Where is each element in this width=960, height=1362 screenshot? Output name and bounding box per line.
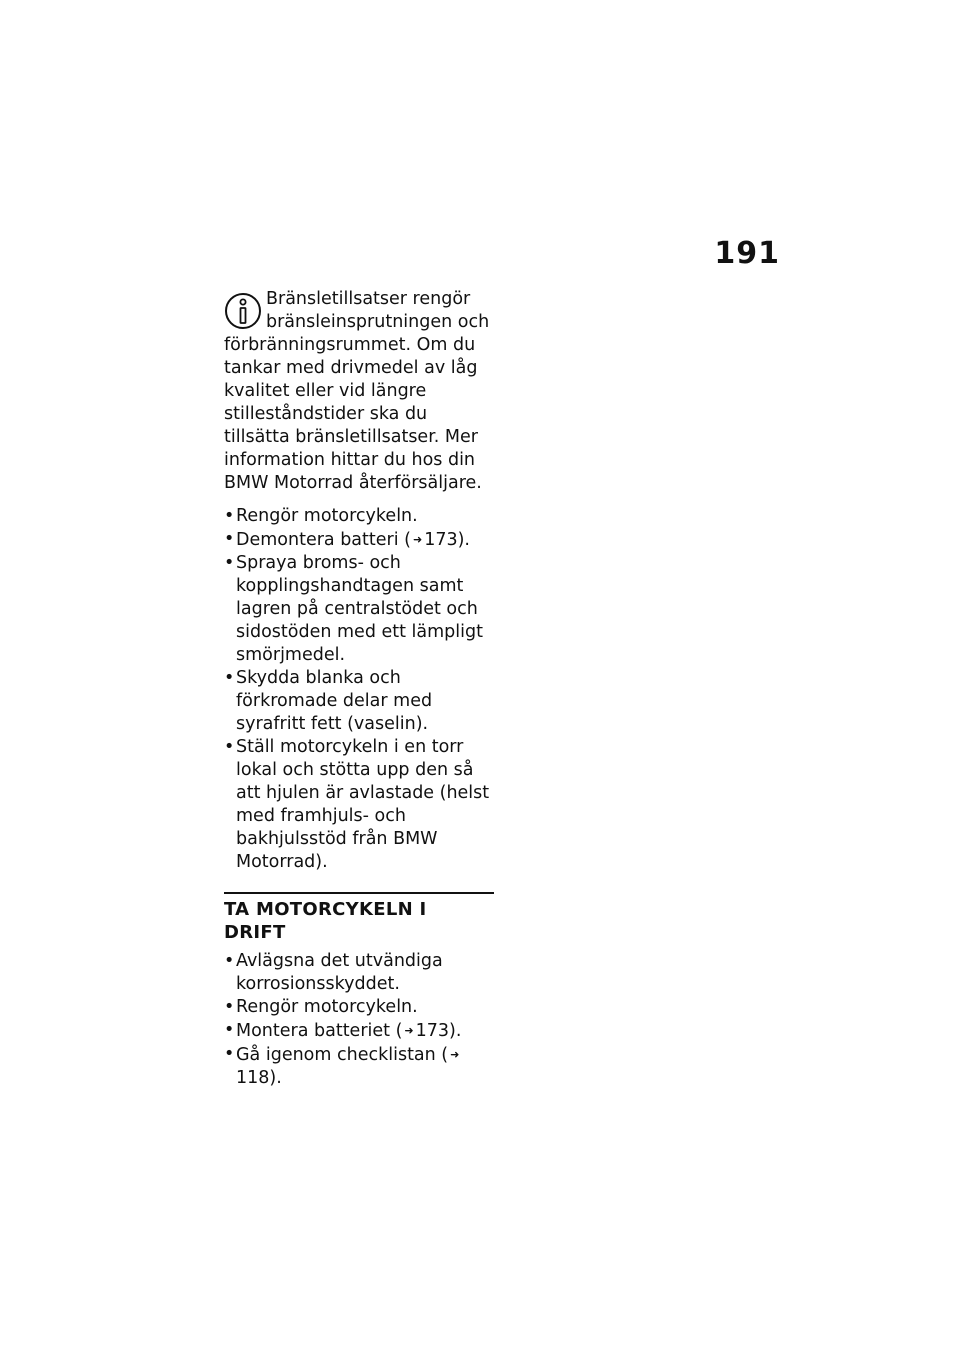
page-reference[interactable]: 173	[424, 530, 458, 550]
page-reference[interactable]: 118	[236, 1068, 270, 1088]
arrow-right-icon: ➜	[450, 1048, 460, 1061]
section-heading: TA MOTORCYKELN I DRIFT	[224, 899, 427, 943]
list-item-suffix: ).	[269, 1068, 282, 1088]
list-item	[224, 552, 494, 667]
list-item-text: Montera batteriet (	[236, 1021, 403, 1041]
list-item	[224, 996, 494, 1019]
list-item	[224, 736, 494, 874]
arrow-right-icon: ➜	[412, 533, 423, 546]
page-reference[interactable]: 173	[415, 1021, 450, 1041]
recommission-steps-list	[224, 950, 494, 1090]
list-item-suffix: ).	[449, 1021, 462, 1041]
list-item-text: Rengör motorcykeln.	[236, 506, 418, 526]
list-item-text: Rengör motorcykeln.	[236, 997, 418, 1017]
arrow-right-icon: ➜	[404, 1024, 414, 1037]
list-item-text: Gå igenom checklistan (	[236, 1045, 449, 1065]
list-item	[224, 667, 494, 736]
storage-steps-list	[224, 505, 494, 874]
list-item-text: Spraya broms- och kopplingshandtagen samt lagren på centralstödet och sidostöden med ett lämpligt smörjmedel.	[236, 553, 483, 665]
list-item	[224, 1019, 494, 1043]
section-divider	[224, 892, 494, 894]
list-item-suffix: ).	[457, 530, 470, 550]
list-item	[224, 528, 494, 552]
list-item	[224, 505, 494, 528]
info-icon	[224, 288, 264, 334]
list-item-text: Avlägsna det utvändiga korrosionsskyddet.	[236, 951, 443, 994]
info-note	[224, 288, 494, 495]
list-item	[224, 1043, 494, 1090]
content-column	[224, 288, 494, 1090]
list-item-text: Skydda blanka och förkromade delar med syrafritt fett (vaselin).	[236, 668, 433, 734]
list-item	[224, 950, 494, 996]
list-item-text: Demontera batteri (	[236, 530, 411, 550]
list-item-text: Ställ motorcykeln i en torr lokal och stötta upp den så att hjulen är avlastade (helst med framhjuls- och bakhjulsstöd från BMW Motorrad).	[236, 737, 490, 872]
page-number: 191	[714, 236, 780, 271]
note-text: Bränsletillsatser rengör bränsleinsprutningen och förbränningsrummet. Om du tankar med drivmedel av låg kvalitet eller vid längre stilleståndstider ska du tillsätta bränsletillsatser. Mer information hittar du hos din BMW Motorrad återförsäljare.	[224, 289, 490, 493]
